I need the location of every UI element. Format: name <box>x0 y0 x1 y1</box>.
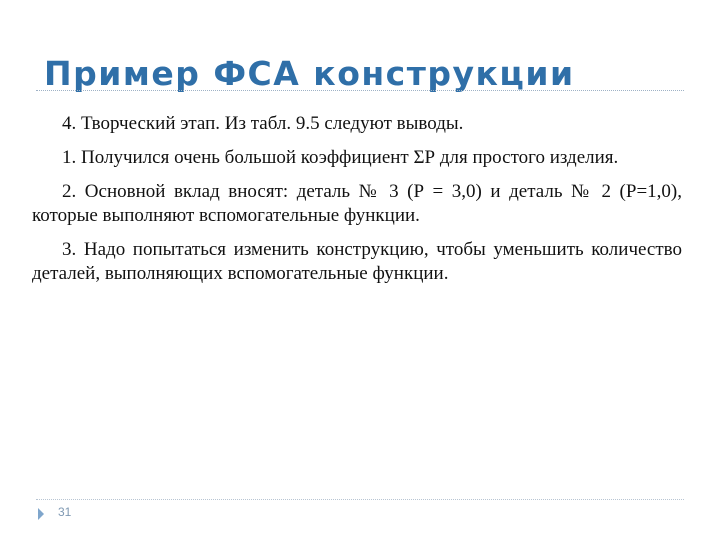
slide-title: Пример ФСА конструкции <box>44 54 575 93</box>
slide-body <box>32 112 682 296</box>
title-divider <box>36 90 684 91</box>
paragraph-point-2: 2. Основной вклад вносят: деталь № 3 (Р = 3,0) и деталь № 2 (Р=1,0), которые выполняют вспомогательные функции. <box>32 181 682 226</box>
paragraph-stage: 4. Творческий этап. Из табл. 9.5 следуют выводы. <box>62 113 464 134</box>
triangle-right-icon <box>38 508 44 520</box>
page-number: 31 <box>58 505 72 519</box>
paragraph-point-3: 3. Надо попытаться изменить конструкцию, чтобы уменьшить количество деталей, выполняющих вспомогательные функции. <box>32 239 682 284</box>
paragraph-point-1: 1. Получился очень большой коэффициент ΣР для простого изделия. <box>62 147 619 168</box>
footer-divider <box>36 499 684 500</box>
